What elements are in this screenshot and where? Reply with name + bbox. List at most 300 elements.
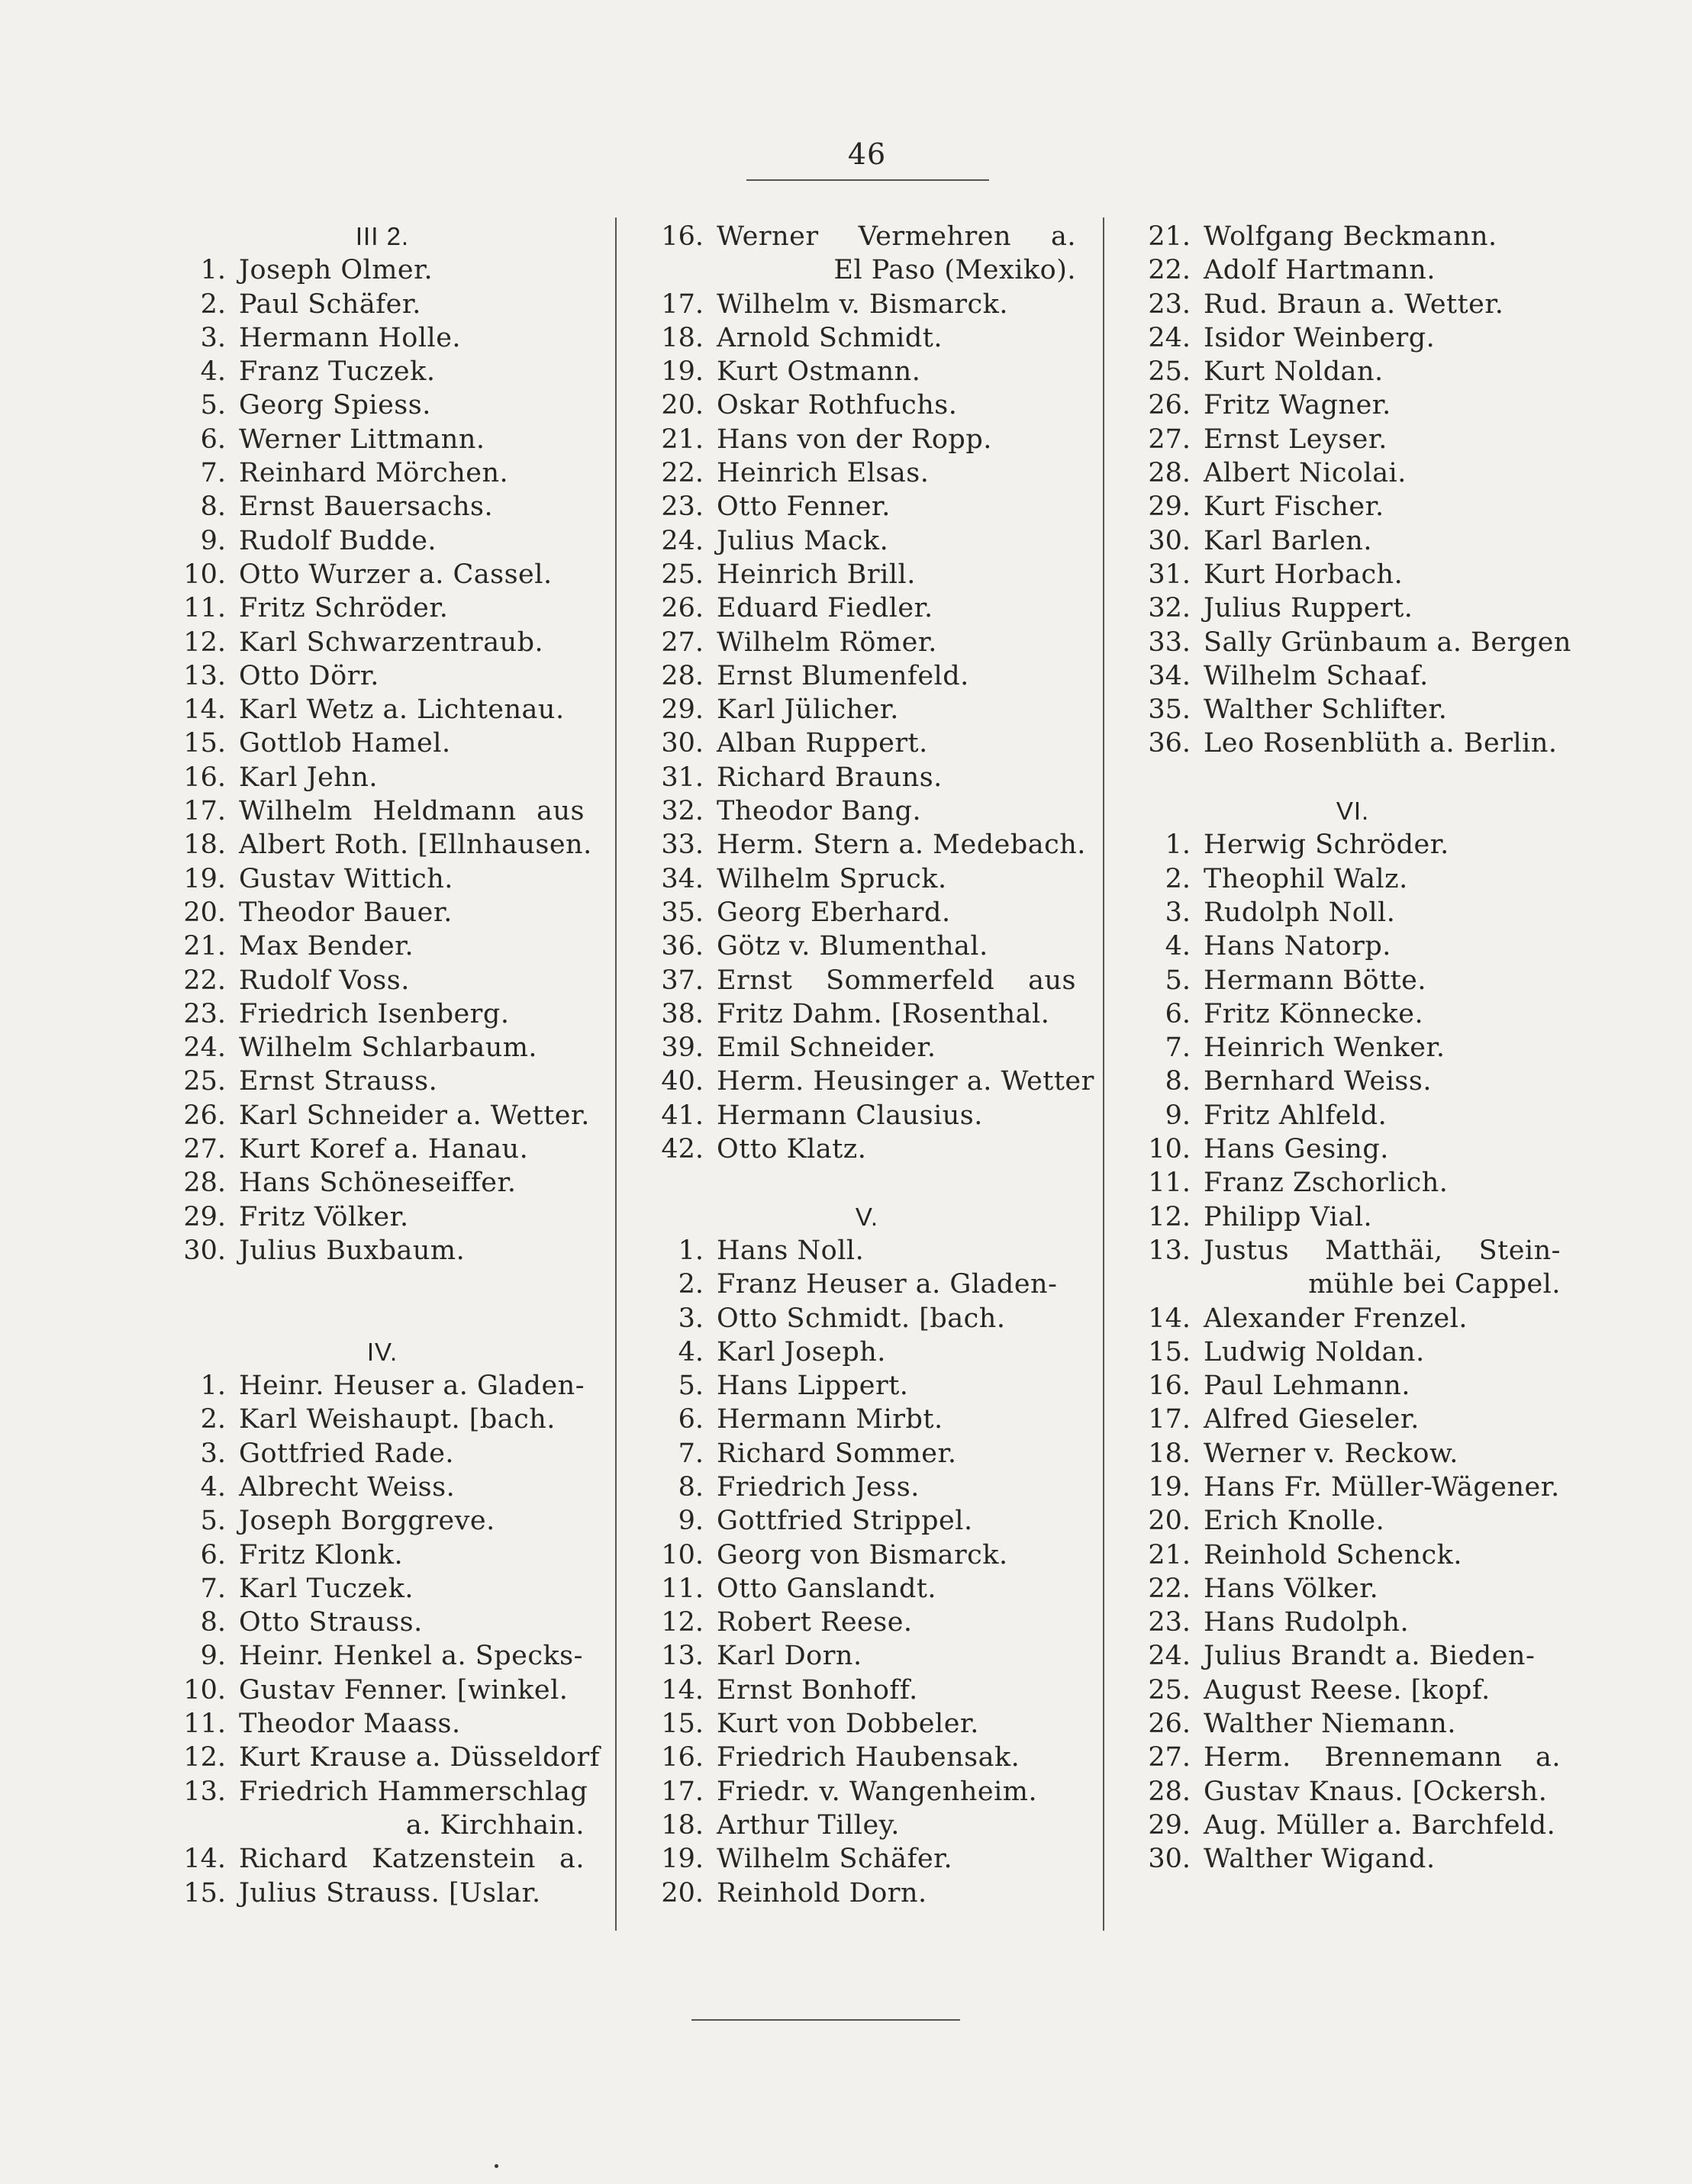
item-number: 19.	[661, 1844, 704, 1875]
member-list	[180, 253, 592, 1268]
list-item	[658, 929, 1076, 963]
list-item	[1145, 1031, 1561, 1065]
item-number: 9.	[678, 1506, 704, 1537]
list-item	[658, 828, 1086, 862]
item-number: 30.	[1148, 1844, 1191, 1875]
member-name: Albert Roth. [Ellnhausen.	[239, 829, 592, 861]
member-name: Karl Wetz a. Lichtenau.	[239, 694, 565, 726]
member-list	[180, 1369, 601, 1910]
list-item	[1145, 1504, 1561, 1538]
item-number: 32.	[661, 796, 704, 827]
list-item	[1145, 1606, 1561, 1639]
item-number: 5.	[678, 1371, 704, 1402]
item-number: 29.	[1148, 491, 1191, 523]
member-name: Isidor Weinberg.	[1204, 322, 1436, 353]
member-name: Leo Rosenblüth a. Berlin.	[1204, 728, 1558, 759]
item-number: 12.	[661, 1607, 704, 1638]
item-number: 14.	[661, 1674, 704, 1706]
member-name: Wilhelm v. Bismarck.	[717, 288, 1008, 320]
list-item	[1145, 591, 1561, 625]
item-number: 15.	[661, 1709, 704, 1740]
member-name: Götz v. Blumenthal.	[717, 931, 988, 962]
member-name: Gustav Knaus. [Ockersh.	[1204, 1776, 1548, 1807]
list-item	[1145, 1166, 1561, 1200]
item-number: 5.	[200, 1506, 226, 1537]
list-item	[180, 1741, 601, 1774]
list-item	[658, 220, 1076, 253]
list-item	[180, 896, 585, 929]
member-name: Heinrich Brill.	[717, 559, 916, 590]
list-item	[180, 1166, 585, 1200]
list-item	[658, 896, 1076, 929]
list-item	[1145, 1437, 1561, 1470]
list-item	[180, 456, 585, 490]
list-item	[658, 1369, 1076, 1403]
member-name: Franz Zschorlich.	[1204, 1168, 1449, 1199]
item-number: 7.	[1165, 1032, 1191, 1064]
list-item	[658, 321, 1076, 355]
item-number: 4.	[200, 356, 226, 388]
item-number: 17.	[661, 1776, 704, 1807]
member-name	[717, 220, 1076, 253]
member-name: Hans von der Ropp.	[717, 424, 992, 455]
member-name: Wilhelm Römer.	[717, 627, 937, 658]
member-name: Hans Lippert.	[717, 1371, 909, 1402]
member-name: Theodor Maass.	[239, 1709, 461, 1740]
member-name: Kurt Ostmann.	[717, 356, 921, 388]
word: Werner	[717, 221, 819, 252]
item-number: 3.	[200, 1438, 226, 1469]
item-number: 24.	[1148, 322, 1191, 353]
list-item	[658, 524, 1076, 558]
item-number: 6.	[200, 1539, 226, 1570]
item-number: 26.	[661, 593, 704, 624]
member-name: Reinhold Schenck.	[1204, 1539, 1462, 1570]
member-name: Karl Barlen.	[1204, 525, 1372, 556]
word: a.	[1535, 1742, 1561, 1773]
item-number: 42.	[661, 1134, 704, 1165]
item-number: 1.	[200, 255, 226, 286]
list-item	[180, 1403, 585, 1436]
member-name: Gottfried Rade.	[239, 1438, 455, 1469]
item-number: 22.	[183, 965, 226, 996]
member-name: Ernst Bauersachs.	[239, 491, 494, 523]
member-name: Heinrich Elsas.	[717, 458, 930, 489]
list-item	[658, 1302, 1076, 1335]
list-item	[180, 1065, 585, 1098]
member-name: Fritz Ahlfeld.	[1204, 1100, 1387, 1131]
item-number: 12.	[183, 1742, 226, 1773]
member-name: Kurt Horbach.	[1204, 559, 1404, 590]
member-name: Karl Schneider a. Wetter.	[239, 1100, 590, 1131]
item-number: 11.	[1148, 1168, 1191, 1199]
member-name: Wilhelm Schaaf.	[1204, 660, 1429, 691]
list-item	[180, 794, 585, 828]
item-number: 36.	[661, 931, 704, 962]
member-name: Eduard Fiedler.	[717, 593, 933, 624]
member-name: Friedr. v. Wangenheim.	[717, 1776, 1038, 1807]
word: Justus	[1204, 1235, 1290, 1266]
word: a.	[559, 1844, 585, 1875]
member-name: Wilhelm Schlarbaum.	[239, 1032, 538, 1064]
item-number: 13.	[183, 1776, 226, 1807]
list-item	[658, 626, 1076, 659]
list-item	[1145, 1809, 1561, 1842]
list-item	[658, 693, 1076, 726]
list-item	[1145, 1302, 1561, 1335]
item-number: 28.	[1148, 458, 1191, 489]
list-item	[658, 1572, 1076, 1606]
list-item	[180, 659, 585, 693]
item-number: 2.	[678, 1269, 704, 1300]
word: Sommerfeld	[826, 965, 995, 996]
member-name: Alexander Frenzel.	[1204, 1303, 1468, 1334]
item-number: 1.	[678, 1235, 704, 1266]
list-item	[180, 1775, 588, 1809]
item-number: 22.	[1148, 255, 1191, 286]
member-name: Wilhelm Spruck.	[717, 863, 947, 894]
list-item	[658, 1470, 1076, 1504]
list-item	[1145, 862, 1561, 896]
member-name: Richard Sommer.	[717, 1438, 957, 1469]
item-number: 10.	[661, 1539, 704, 1570]
member-name: Theodor Bauer.	[239, 897, 453, 928]
item-number: 25.	[661, 559, 704, 590]
item-number: 20.	[661, 1877, 704, 1909]
member-list	[1145, 220, 1571, 761]
item-number: 18.	[1148, 1438, 1191, 1469]
member-name: Gottfried Strippel.	[717, 1506, 973, 1537]
item-number: 16.	[661, 221, 704, 252]
member-name	[717, 964, 1076, 997]
item-number: 26.	[1148, 1709, 1191, 1740]
list-item	[180, 1132, 585, 1166]
list-item	[658, 456, 1076, 490]
member-name: Georg von Bismarck.	[717, 1539, 1008, 1570]
item-number: 11.	[661, 1573, 704, 1604]
member-name: Max Bender.	[239, 931, 414, 962]
word: Matthäi,	[1325, 1235, 1443, 1266]
item-number: 21.	[1148, 1539, 1191, 1570]
list-item	[658, 1335, 1076, 1369]
member-name: Werner v. Reckow.	[1204, 1438, 1458, 1469]
member-name: Arnold Schmidt.	[717, 322, 943, 353]
item-number: 21.	[183, 931, 226, 962]
item-number: 29.	[661, 694, 704, 726]
list-item-continuation: a. Kirchhain.	[405, 1809, 585, 1841]
member-name: Otto Schmidt. [bach.	[717, 1303, 1006, 1334]
list-item-continuation: mühle bei Cappel.	[1308, 1269, 1561, 1300]
list-item	[1145, 1775, 1561, 1809]
item-number: 18.	[661, 1809, 704, 1841]
list-item	[658, 490, 1076, 523]
column-divider	[615, 217, 617, 1931]
member-name: Bernhard Weiss.	[1204, 1066, 1432, 1097]
member-name	[239, 1842, 585, 1876]
member-name: Robert Reese.	[717, 1607, 913, 1638]
member-name: Julius Mack.	[717, 525, 889, 556]
item-number: 25.	[1148, 1674, 1191, 1706]
list-item	[658, 1842, 1076, 1876]
list-item	[1145, 558, 1561, 591]
member-name: Kurt von Dobbeler.	[717, 1709, 979, 1740]
member-name: Kurt Fischer.	[1204, 491, 1384, 523]
list-item	[1145, 321, 1561, 355]
member-name: Otto Strauss.	[239, 1607, 423, 1638]
item-number: 8.	[200, 1607, 226, 1638]
list-item	[180, 626, 585, 659]
member-name: Joseph Olmer.	[239, 255, 433, 286]
list-item	[1145, 1132, 1561, 1166]
list-item	[1145, 1369, 1561, 1403]
member-name: Arthur Tilley.	[717, 1809, 900, 1841]
list-item	[180, 929, 585, 963]
member-name: Ernst Blumenfeld.	[717, 660, 969, 691]
item-number: 8.	[200, 491, 226, 523]
member-name: Friedrich Haubensak.	[717, 1742, 1020, 1773]
item-number: 3.	[200, 322, 226, 353]
list-item	[180, 321, 585, 355]
item-number: 12.	[1148, 1201, 1191, 1232]
list-item	[658, 558, 1076, 591]
member-name: Kurt Koref a. Hanau.	[239, 1134, 529, 1165]
member-name: Karl Jülicher.	[717, 694, 899, 726]
list-item	[180, 288, 585, 321]
item-number: 19.	[661, 356, 704, 388]
item-number: 26.	[1148, 390, 1191, 421]
list-item	[658, 388, 1076, 422]
member-name: Georg Spiess.	[239, 390, 431, 421]
list-item	[180, 1031, 585, 1065]
item-number: 8.	[678, 1471, 704, 1503]
list-item	[180, 1099, 590, 1132]
list-item	[180, 1606, 585, 1639]
item-number: 3.	[678, 1303, 704, 1334]
item-number: 10.	[183, 559, 226, 590]
list-item	[658, 1065, 1094, 1098]
list-item	[658, 1876, 1076, 1910]
member-name: Hans Schöneseiffer.	[239, 1168, 517, 1199]
item-number: 27.	[183, 1134, 226, 1165]
list-item	[658, 1437, 1076, 1470]
item-number: 1.	[1165, 829, 1191, 861]
item-number: 28.	[1148, 1776, 1191, 1807]
member-name: Theophil Walz.	[1204, 863, 1408, 894]
list-item	[180, 423, 585, 456]
item-number: 9.	[200, 1641, 226, 1672]
item-number: 25.	[183, 1066, 226, 1097]
member-name: Alban Ruppert.	[717, 728, 928, 759]
member-name: Philipp Vial.	[1204, 1201, 1373, 1232]
item-number: 11.	[183, 1709, 226, 1740]
item-number: 26.	[183, 1100, 226, 1131]
list-item	[658, 1031, 1076, 1065]
column-divider	[1103, 217, 1104, 1931]
item-number: 31.	[661, 762, 704, 793]
item-number: 18.	[183, 829, 226, 861]
member-name: Wilhelm Schäfer.	[717, 1844, 953, 1875]
list-item	[1145, 524, 1561, 558]
list-item	[658, 964, 1076, 997]
item-number: 38.	[661, 998, 704, 1029]
page-number: 46	[847, 137, 887, 171]
list-item	[1145, 693, 1561, 726]
list-item	[658, 1639, 1076, 1673]
member-name: Gottlob Hamel.	[239, 728, 451, 759]
list-item	[1145, 388, 1561, 422]
item-number: 28.	[183, 1168, 226, 1199]
footer-rule	[691, 2019, 960, 2021]
list-item	[658, 997, 1076, 1031]
list-item	[658, 1403, 1076, 1436]
item-number: 13.	[661, 1641, 704, 1672]
member-name: Alfred Gieseler.	[1204, 1404, 1420, 1435]
list-item	[180, 1572, 585, 1606]
list-item	[180, 1842, 585, 1876]
member-name: Karl Joseph.	[717, 1336, 886, 1367]
list-item	[180, 1639, 585, 1673]
member-name: Hermann Clausius.	[717, 1100, 983, 1131]
list-item	[1145, 1673, 1561, 1707]
item-number: 18.	[661, 322, 704, 353]
list-item	[1145, 1403, 1561, 1436]
list-item	[1145, 828, 1561, 862]
member-name	[239, 794, 585, 828]
member-list	[658, 220, 1094, 1166]
item-number: 30.	[661, 728, 704, 759]
section-heading: IV.	[366, 1337, 398, 1366]
list-item	[1145, 1065, 1561, 1098]
item-number: 15.	[1148, 1336, 1191, 1367]
item-number: 12.	[183, 627, 226, 658]
member-name: Herm. Stern a. Medebach.	[717, 829, 1086, 861]
member-name	[1204, 1741, 1561, 1774]
item-number: 17.	[661, 288, 704, 320]
list-item	[658, 288, 1076, 321]
item-number: 6.	[678, 1404, 704, 1435]
member-name: Otto Ganslandt.	[717, 1573, 937, 1604]
list-item	[1145, 423, 1561, 456]
member-name: Fritz Schröder.	[239, 593, 449, 624]
member-name: Rudolph Noll.	[1204, 897, 1396, 928]
item-number: 9.	[200, 525, 226, 556]
member-name: Rud. Braun a. Wetter.	[1204, 288, 1504, 320]
list-item	[180, 253, 585, 287]
item-number: 4.	[1165, 931, 1191, 962]
list-item	[658, 1606, 1076, 1639]
item-number: 14.	[183, 1844, 226, 1875]
list-item	[180, 355, 585, 388]
member-name: Hermann Bötte.	[1204, 965, 1426, 996]
list-item	[658, 761, 1076, 794]
item-number: 16.	[1148, 1371, 1191, 1402]
list-item	[180, 1504, 585, 1538]
member-name: Heinr. Heuser a. Gladen-	[239, 1371, 585, 1402]
list-item	[1145, 896, 1561, 929]
item-number: 1.	[200, 1371, 226, 1402]
list-item	[1145, 288, 1561, 321]
item-number: 23.	[1148, 288, 1191, 320]
member-name: Wolfgang Beckmann.	[1204, 221, 1497, 252]
list-item	[658, 794, 1076, 828]
item-number: 25.	[1148, 356, 1191, 388]
item-number: 17.	[183, 796, 226, 827]
word: a.	[1051, 221, 1076, 252]
item-number: 34.	[661, 863, 704, 894]
member-name: Erich Knolle.	[1204, 1506, 1385, 1537]
item-number: 19.	[183, 863, 226, 894]
list-item	[658, 1268, 1076, 1301]
member-name: Theodor Bang.	[717, 796, 922, 827]
member-name: Hans Gesing.	[1204, 1134, 1389, 1165]
list-item	[1145, 626, 1571, 659]
member-name: Friedrich Jess.	[717, 1471, 920, 1503]
list-item	[1145, 1639, 1561, 1673]
member-name: Gustav Wittich.	[239, 863, 453, 894]
member-name: Walther Wigand.	[1204, 1844, 1436, 1875]
member-name: Franz Heuser a. Gladen-	[717, 1269, 1058, 1300]
header-rule	[746, 179, 989, 181]
item-number: 2.	[1165, 863, 1191, 894]
item-number: 24.	[183, 1032, 226, 1064]
list-item	[180, 828, 592, 862]
list-item	[1145, 1842, 1561, 1876]
section-heading: V.	[855, 1202, 879, 1231]
item-number: 23.	[183, 998, 226, 1029]
item-number: 7.	[200, 458, 226, 489]
item-number: 10.	[1148, 1134, 1191, 1165]
member-name: Otto Wurzer a. Cassel.	[239, 559, 553, 590]
list-item	[1145, 1234, 1561, 1268]
list-item	[180, 388, 585, 422]
list-item	[180, 558, 585, 591]
member-name: Hans Noll.	[717, 1235, 865, 1266]
list-item	[1145, 1538, 1561, 1572]
word: Stein-	[1478, 1235, 1561, 1266]
member-name: Karl Weishaupt. [bach.	[239, 1404, 556, 1435]
list-item	[1145, 1335, 1561, 1369]
member-name: Karl Tuczek.	[239, 1573, 414, 1604]
item-number: 14.	[1148, 1303, 1191, 1334]
word: Richard	[239, 1844, 349, 1875]
word: Ernst	[717, 965, 793, 996]
list-item	[1145, 1099, 1561, 1132]
list-item	[658, 1099, 1076, 1132]
list-item	[658, 1538, 1076, 1572]
list-item	[180, 726, 585, 760]
item-number: 19.	[1148, 1471, 1191, 1503]
item-number: 30.	[183, 1235, 226, 1266]
item-number: 10.	[183, 1674, 226, 1706]
item-number: 2.	[200, 1404, 226, 1435]
member-name: Julius Ruppert.	[1204, 593, 1413, 624]
list-item	[1145, 456, 1561, 490]
member-name: Friedrich Hammerschlag	[239, 1776, 588, 1807]
list-item	[1145, 253, 1561, 287]
section-heading: VI.	[1336, 797, 1370, 826]
member-name: Ernst Leyser.	[1204, 424, 1387, 455]
list-item	[180, 1673, 585, 1707]
item-number: 5.	[200, 390, 226, 421]
member-name: Julius Buxbaum.	[239, 1235, 466, 1266]
list-item	[1145, 1707, 1561, 1741]
list-item	[1145, 355, 1561, 388]
item-number: 29.	[183, 1201, 226, 1232]
word: Heldmann	[372, 796, 517, 827]
item-number: 20.	[661, 390, 704, 421]
item-number: 13.	[1148, 1235, 1191, 1266]
member-name: Otto Klatz.	[717, 1134, 867, 1165]
